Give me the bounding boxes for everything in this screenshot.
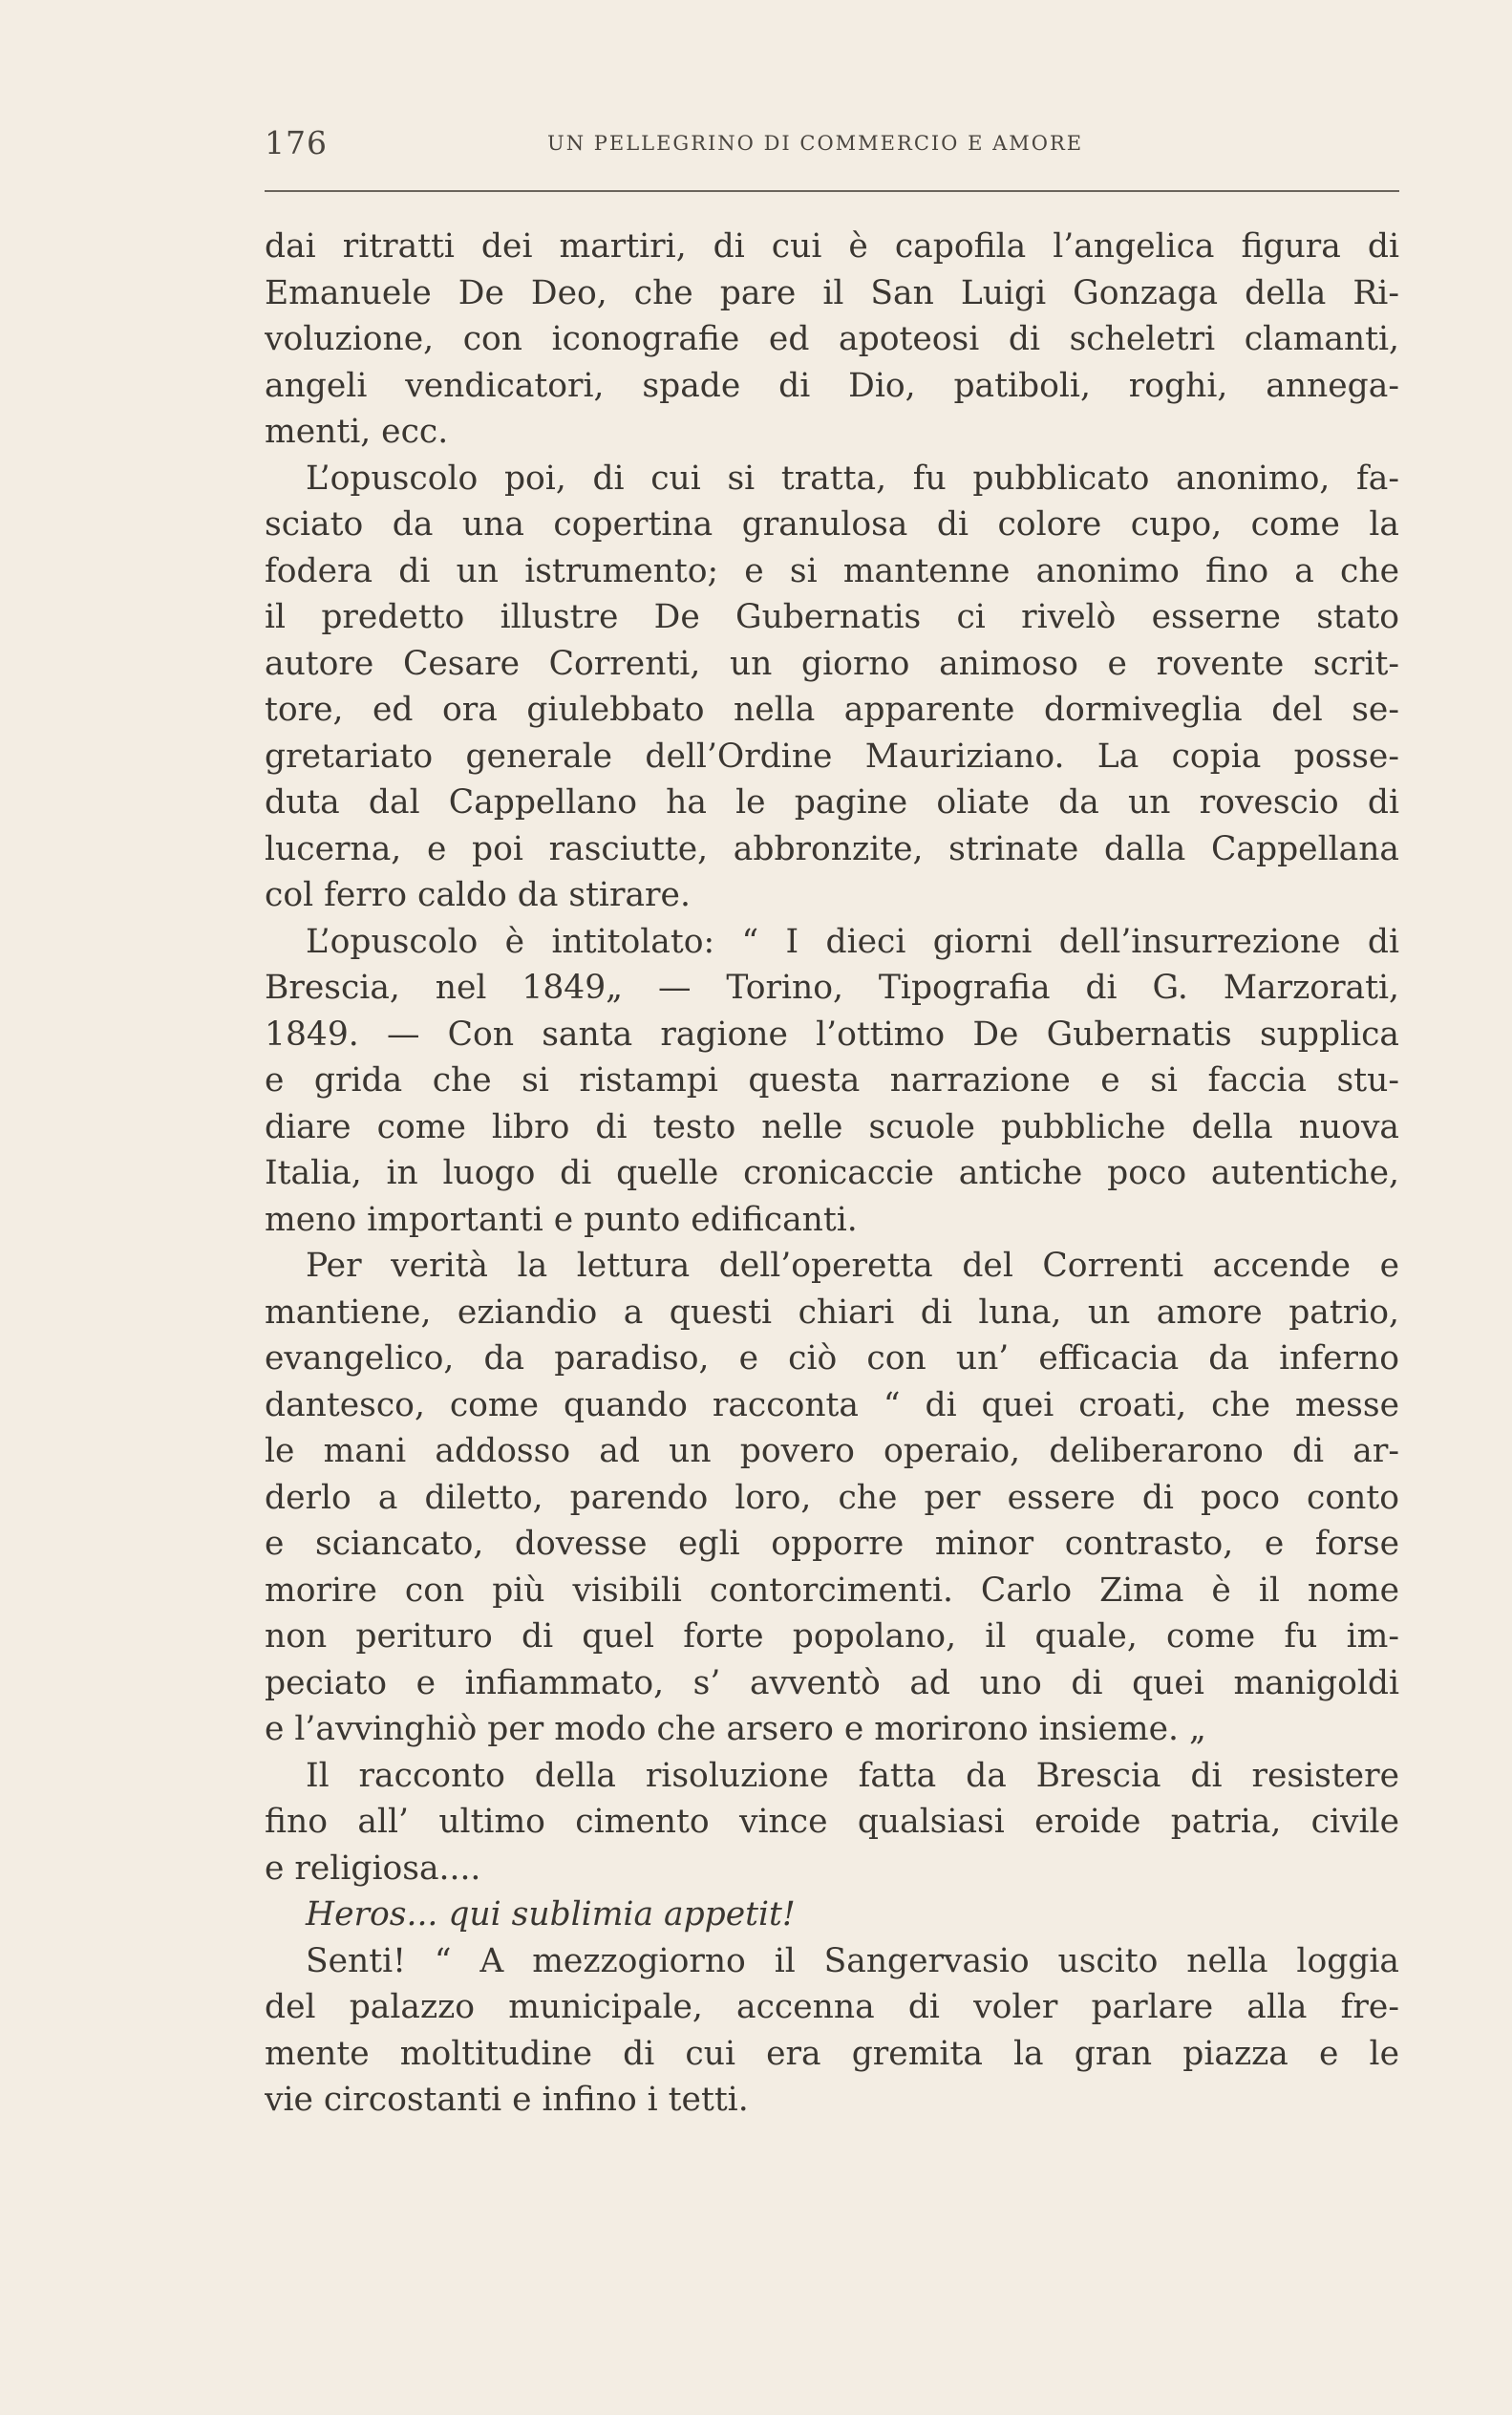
text-line: e sciancato, dovesse egli opporre minor contrasto, e forse — [265, 1525, 1399, 1563]
text-line: diare come libro di testo nelle scuole pubbliche della nuova — [265, 1107, 1399, 1146]
text-line: e grida che si ristampi questa narrazione e si faccia stu- — [265, 1061, 1399, 1100]
text-line: meno importanti e punto edificanti. — [265, 1200, 858, 1239]
text-line: evangelico, da paradiso, e ciò con un’ efficacia da inferno — [265, 1339, 1399, 1378]
text-line: fodera di un istrumento; e si mantenne anonimo fino a che — [265, 551, 1399, 590]
text-line: L’opuscolo poi, di cui si tratta, fu pubblicato anonimo, fa- — [306, 459, 1399, 498]
text-line: duta dal Cappellano ha le pagine oliate da un rovescio di — [265, 783, 1399, 822]
text-line: dai ritratti dei martiri, di cui è capofila l’angelica figura di — [265, 227, 1399, 266]
text-line: e religiosa.... — [265, 1849, 481, 1888]
text-line: lucerna, e poi rasciutte, abbronzite, strinate dalla Cappellana — [265, 829, 1399, 868]
running-head — [265, 124, 1399, 162]
text-line: il predetto illustre De Gubernatis ci rivelò esserne stato — [265, 598, 1399, 636]
text-line: peciato e infiammato, s’ avventò ad uno di quei manigoldi — [265, 1663, 1399, 1702]
text-line: menti, ecc. — [265, 413, 449, 451]
text-line: L’opuscolo è intitolato: “ I dieci giorni dell’insurrezione di — [306, 922, 1399, 961]
text-line: Brescia, nel 1849„ — Torino, Tipografia di G. Marzorati, — [265, 969, 1399, 1007]
text-line: derlo a diletto, parendo loro, che per essere di poco conto — [265, 1478, 1399, 1517]
text-line: mente moltitudine di cui era gremita la gran piazza e le — [265, 2034, 1399, 2073]
text-line: dantesco, come quando racconta “ di quei croati, che messe — [265, 1385, 1399, 1424]
text-line: vie circostanti e infino i tetti. — [265, 2081, 749, 2119]
text-line: fino all’ ultimo cimento vince qualsiasi eroide patria, civile — [265, 1803, 1399, 1841]
text-line: morire con più visibili contorcimenti. Carlo Zima è il nome — [265, 1571, 1399, 1610]
text-line: tore, ed ora giulebbato nella apparente dormiveglia del se- — [265, 691, 1399, 729]
text-line: mantiene, eziandio a questi chiari di luna, un amore patrio, — [265, 1293, 1399, 1332]
text-line: gretariato generale dell’Ordine Mauriziano. La copia posse- — [265, 737, 1399, 776]
text-line: Italia, in luogo di quelle cronicaccie antiche poco autentiche, — [265, 1154, 1399, 1192]
text-line: 1849. — Con santa ragione l’ottimo De Gubernatis supplica — [265, 1015, 1399, 1054]
text-line: non perituro di quel forte popolano, il quale, come fu im- — [265, 1617, 1399, 1656]
header-rule — [265, 190, 1399, 192]
text-line: del palazzo municipale, accenna di voler parlare alla fre- — [265, 1988, 1399, 2026]
body-text — [265, 224, 1399, 2124]
text-line: e l’avvinghiò per modo che arsero e morirono insieme. „ — [265, 1710, 1206, 1748]
text-line: Il racconto della risoluzione fatta da Brescia di resistere — [306, 1756, 1399, 1795]
text-line: Heros... qui sublimia appetit! — [306, 1895, 796, 1934]
running-title: UN PELLEGRINO DI COMMERCIO E AMORE — [547, 132, 1084, 155]
text-line: Per verità la lettura dell’operetta del Correnti accende e — [306, 1247, 1399, 1285]
text-line: col ferro caldo da stirare. — [265, 876, 691, 914]
text-line: autore Cesare Correnti, un giorno animoso e rovente scrit- — [265, 644, 1399, 683]
text-line: Senti! “ A mezzogiorno il Sangervasio uscito nella loggia — [306, 1941, 1399, 1980]
text-line: le mani addosso ad un povero operaio, deliberarono di ar- — [265, 1432, 1399, 1470]
page-number: 176 — [265, 124, 328, 161]
text-line: sciato da una copertina granulosa di colore cupo, come la — [265, 505, 1399, 544]
text-line: Emanuele De Deo, che pare il San Luigi Gonzaga della Ri- — [265, 273, 1399, 312]
text-line: voluzione, con iconografie ed apoteosi di scheletri clamanti, — [265, 320, 1399, 358]
text-line: angeli vendicatori, spade di Dio, patiboli, roghi, annega- — [265, 366, 1399, 405]
